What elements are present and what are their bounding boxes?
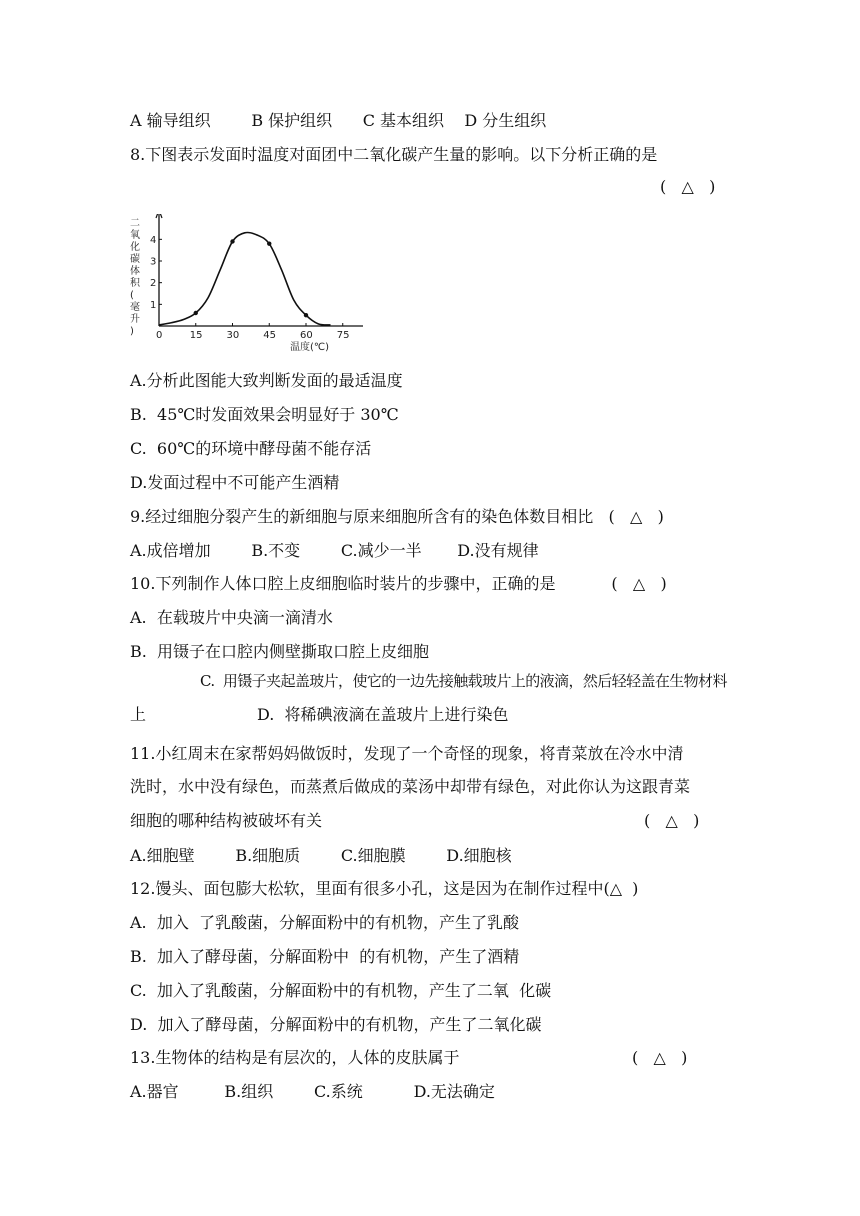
y-label-char: 二 (130, 218, 140, 229)
line-q12-stem: 12.馒头、面包膨大松软，里面有很多小孔，这是因为在制作过程中(△ ) (130, 879, 639, 898)
line-q11-l3: 细胞的哪种结构被破坏有关 (130, 811, 323, 830)
x-tick-label: 15 (189, 330, 203, 341)
data-markers (194, 239, 309, 317)
line-q9-options: A.成倍增加 B.不变 C.减少一半 D.没有规律 (130, 541, 539, 560)
q8-answer-bracket: ( △ ) (660, 177, 716, 196)
x-tick-label: 0 (156, 330, 163, 341)
y-label-char: ) (130, 326, 134, 337)
y-label-char: ( (130, 290, 134, 301)
x-tick-label: 45 (263, 330, 276, 341)
q11-answer-bracket: ( △ ) (644, 811, 700, 830)
line-q12-d: D. 加入了酵母菌，分解面粉中的有机物，产生了二氧化碳 (130, 1015, 542, 1034)
x-tick-label: 60 (300, 330, 313, 341)
line-q12-a: A. 加入 了乳酸菌，分解面粉中的有机物，产生了乳酸 (130, 913, 519, 932)
x-tick-label: 75 (336, 330, 350, 341)
line-q10-d: D. 将稀碘液滴在盖玻片上进行染色 (257, 705, 509, 724)
line-q13-stem: 13.生物体的结构是有层次的，人体的皮肤属于 (130, 1048, 460, 1067)
y-tick-label: 2 (150, 278, 157, 290)
data-point (304, 313, 308, 317)
y-tick-label: 4 (150, 234, 157, 246)
line-q10-stem: 10.下列制作人体口腔上皮细胞临时装片的步骤中，正确的是 ( △ ) (130, 574, 667, 593)
line-q8-b: B. 45℃时发面效果会明显好于 30℃ (130, 405, 399, 424)
y-label-char: 毫 (130, 302, 140, 313)
line-q10-b: B. 用镊子在口腔内侧壁撕取口腔上皮细胞 (130, 642, 430, 661)
data-point (267, 241, 271, 245)
y-label-char: 碳 (130, 254, 140, 265)
line-q9-stem: 9.经过细胞分裂产生的新细胞与原来细胞所含有的染色体数目相比 ( △ ) (130, 507, 664, 526)
line-q7-options: A 输导组织 B 保护组织 C 基本组织 D 分生组织 (130, 111, 547, 130)
line-q8-a: A.分析此图能大致判断发面的最适温度 (130, 371, 403, 390)
line-q8-d: D.发面过程中不可能产生酒精 (130, 473, 340, 492)
y-tick-label: 1 (150, 299, 157, 311)
y-tick-label: 3 (150, 256, 157, 268)
line-q10-c: C. 用镊子夹起盖玻片，使它的一边先接触载玻片上的液滴，然后轻轻盖在生物材料 (200, 672, 727, 690)
y-label-char: 升 (130, 314, 140, 325)
y-ticks (150, 235, 162, 311)
line-q8-stem: 8.下图表示发面时温度对面团中二氧化碳产生量的影响。以下分析正确的是 (130, 145, 658, 164)
x-tick-label: 30 (226, 330, 240, 341)
y-label-char: 化 (130, 242, 140, 253)
line-q13-options: A.器官 B.组织 C.系统 D.无法确定 (130, 1082, 495, 1101)
line-q12-b: B. 加入了酵母菌，分解面粉中 的有机物，产生了酒精 (130, 947, 520, 966)
y-label-char: 积 (130, 278, 140, 289)
line-q12-c: C. 加入了乳酸菌，分解面粉中的有机物，产生了二氧 化碳 (130, 981, 552, 1000)
y-axis-label (130, 218, 141, 337)
data-point (230, 239, 234, 243)
x-axis-label: 温度(℃) (290, 342, 330, 353)
chart-axes (156, 214, 363, 326)
line-q11-l1: 11.小红周末在家帮妈妈做饭时，发现了一个奇怪的现象，将青菜放在冷水中清 (130, 744, 684, 763)
q13-answer-bracket: ( △ ) (632, 1048, 688, 1067)
data-point (194, 311, 198, 315)
line-q10-a: A. 在载玻片中央滴一滴清水 (130, 608, 333, 627)
line-q11-l2: 洗时，水中没有绿色，而蒸煮后做成的菜汤中却带有绿色，对此你认为这跟青菜 (130, 777, 691, 796)
y-label-char: 氧 (130, 230, 140, 241)
line-q10-c-cont: 上 (130, 705, 147, 724)
co2-curve (159, 232, 331, 324)
y-label-char: 体 (130, 266, 140, 277)
line-q8-c: C. 60℃的环境中酵母菌不能存活 (130, 439, 372, 458)
co2-temperature-chart (128, 214, 368, 356)
line-q11-options: A.细胞壁 B.细胞质 C.细胞膜 D.细胞核 (130, 846, 512, 865)
